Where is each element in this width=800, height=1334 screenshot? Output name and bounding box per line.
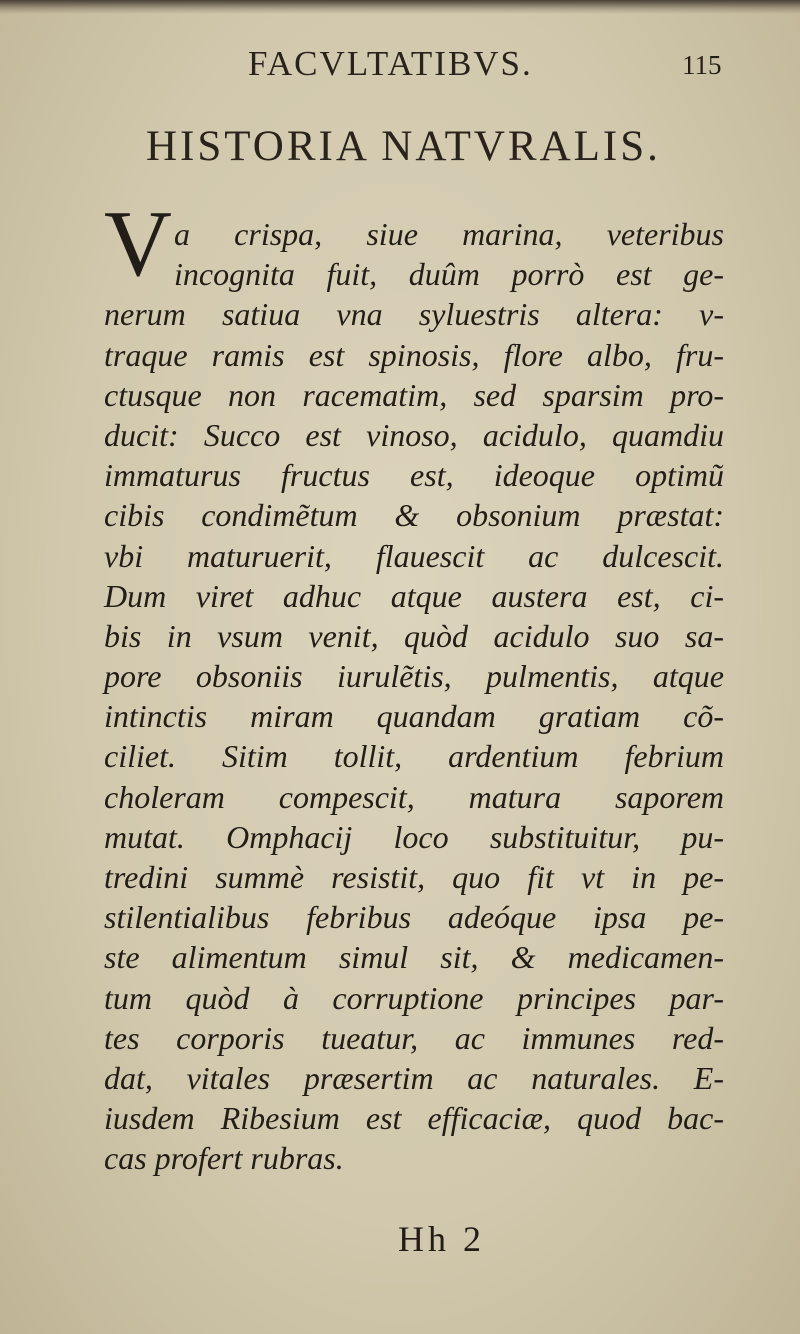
text-line: cas profert rubras. [104, 1140, 344, 1177]
text-line: tredini summè resistit, quo fit vt in pe- [104, 859, 724, 895]
text-line: tum quòd à corruptione principes par- [104, 979, 724, 1016]
text-line: dat, vitales præsertim ac naturales. E- [104, 1059, 724, 1096]
text-line: bis in vsum venit, quòd acidulo suo sa- [104, 617, 724, 654]
text-line: tes corporis tueatur, ac immunes red- [104, 1019, 724, 1056]
text-line: a crispa, siue marina, veteribus [174, 216, 724, 252]
text-line: ctusque non racematim, sed sparsim pro- [104, 376, 724, 413]
drop-cap: V [104, 192, 172, 296]
section-title: HISTORIA NATVRALIS. [146, 123, 661, 170]
text-line: traque ramis est spinosis, flore albo, fru- [104, 336, 724, 373]
page-number: 115 [682, 50, 722, 80]
running-head: FACVLTATIBVS. [248, 44, 533, 83]
text-line: ciliet. Sitim tollit, ardentium febrium [104, 738, 724, 775]
page-edge-shadow [0, 0, 800, 14]
text-line: choleram compescit, matura saporem [104, 778, 724, 815]
text-line: nerum satiua vna syluestris altera: v- [104, 296, 724, 333]
text-line: vbi maturuerit, flauescit ac dulcescit. [104, 537, 724, 574]
text-line: incognita fuit, duûm porrò est ge- [174, 256, 724, 293]
text-line: immaturus fructus est, ideoque optimũ [104, 457, 724, 494]
text-line: pore obsoniis iurulẽtis, pulmentis, atque [104, 658, 724, 695]
text-line: iusdem Ribesium est efficaciæ, quod bac- [104, 1100, 724, 1137]
text-line: cibis condimẽtum & obsonium præstat: [104, 497, 724, 534]
signature-mark: Hh 2 [398, 1219, 485, 1259]
text-line: intinctis miram quandam gratiam cõ- [104, 698, 724, 735]
body-text [104, 214, 724, 1179]
text-line: Dum viret adhuc atque austera est, ci- [104, 577, 724, 614]
text-line: mutat. Omphacij loco substituitur, pu- [104, 818, 724, 855]
text-line: stilentialibus febribus adeóque ipsa pe- [104, 899, 724, 936]
text-line: ste alimentum simul sit, & medicamen- [104, 939, 724, 976]
text-line: ducit: Succo est vinoso, acidulo, quamdiu [104, 416, 724, 453]
